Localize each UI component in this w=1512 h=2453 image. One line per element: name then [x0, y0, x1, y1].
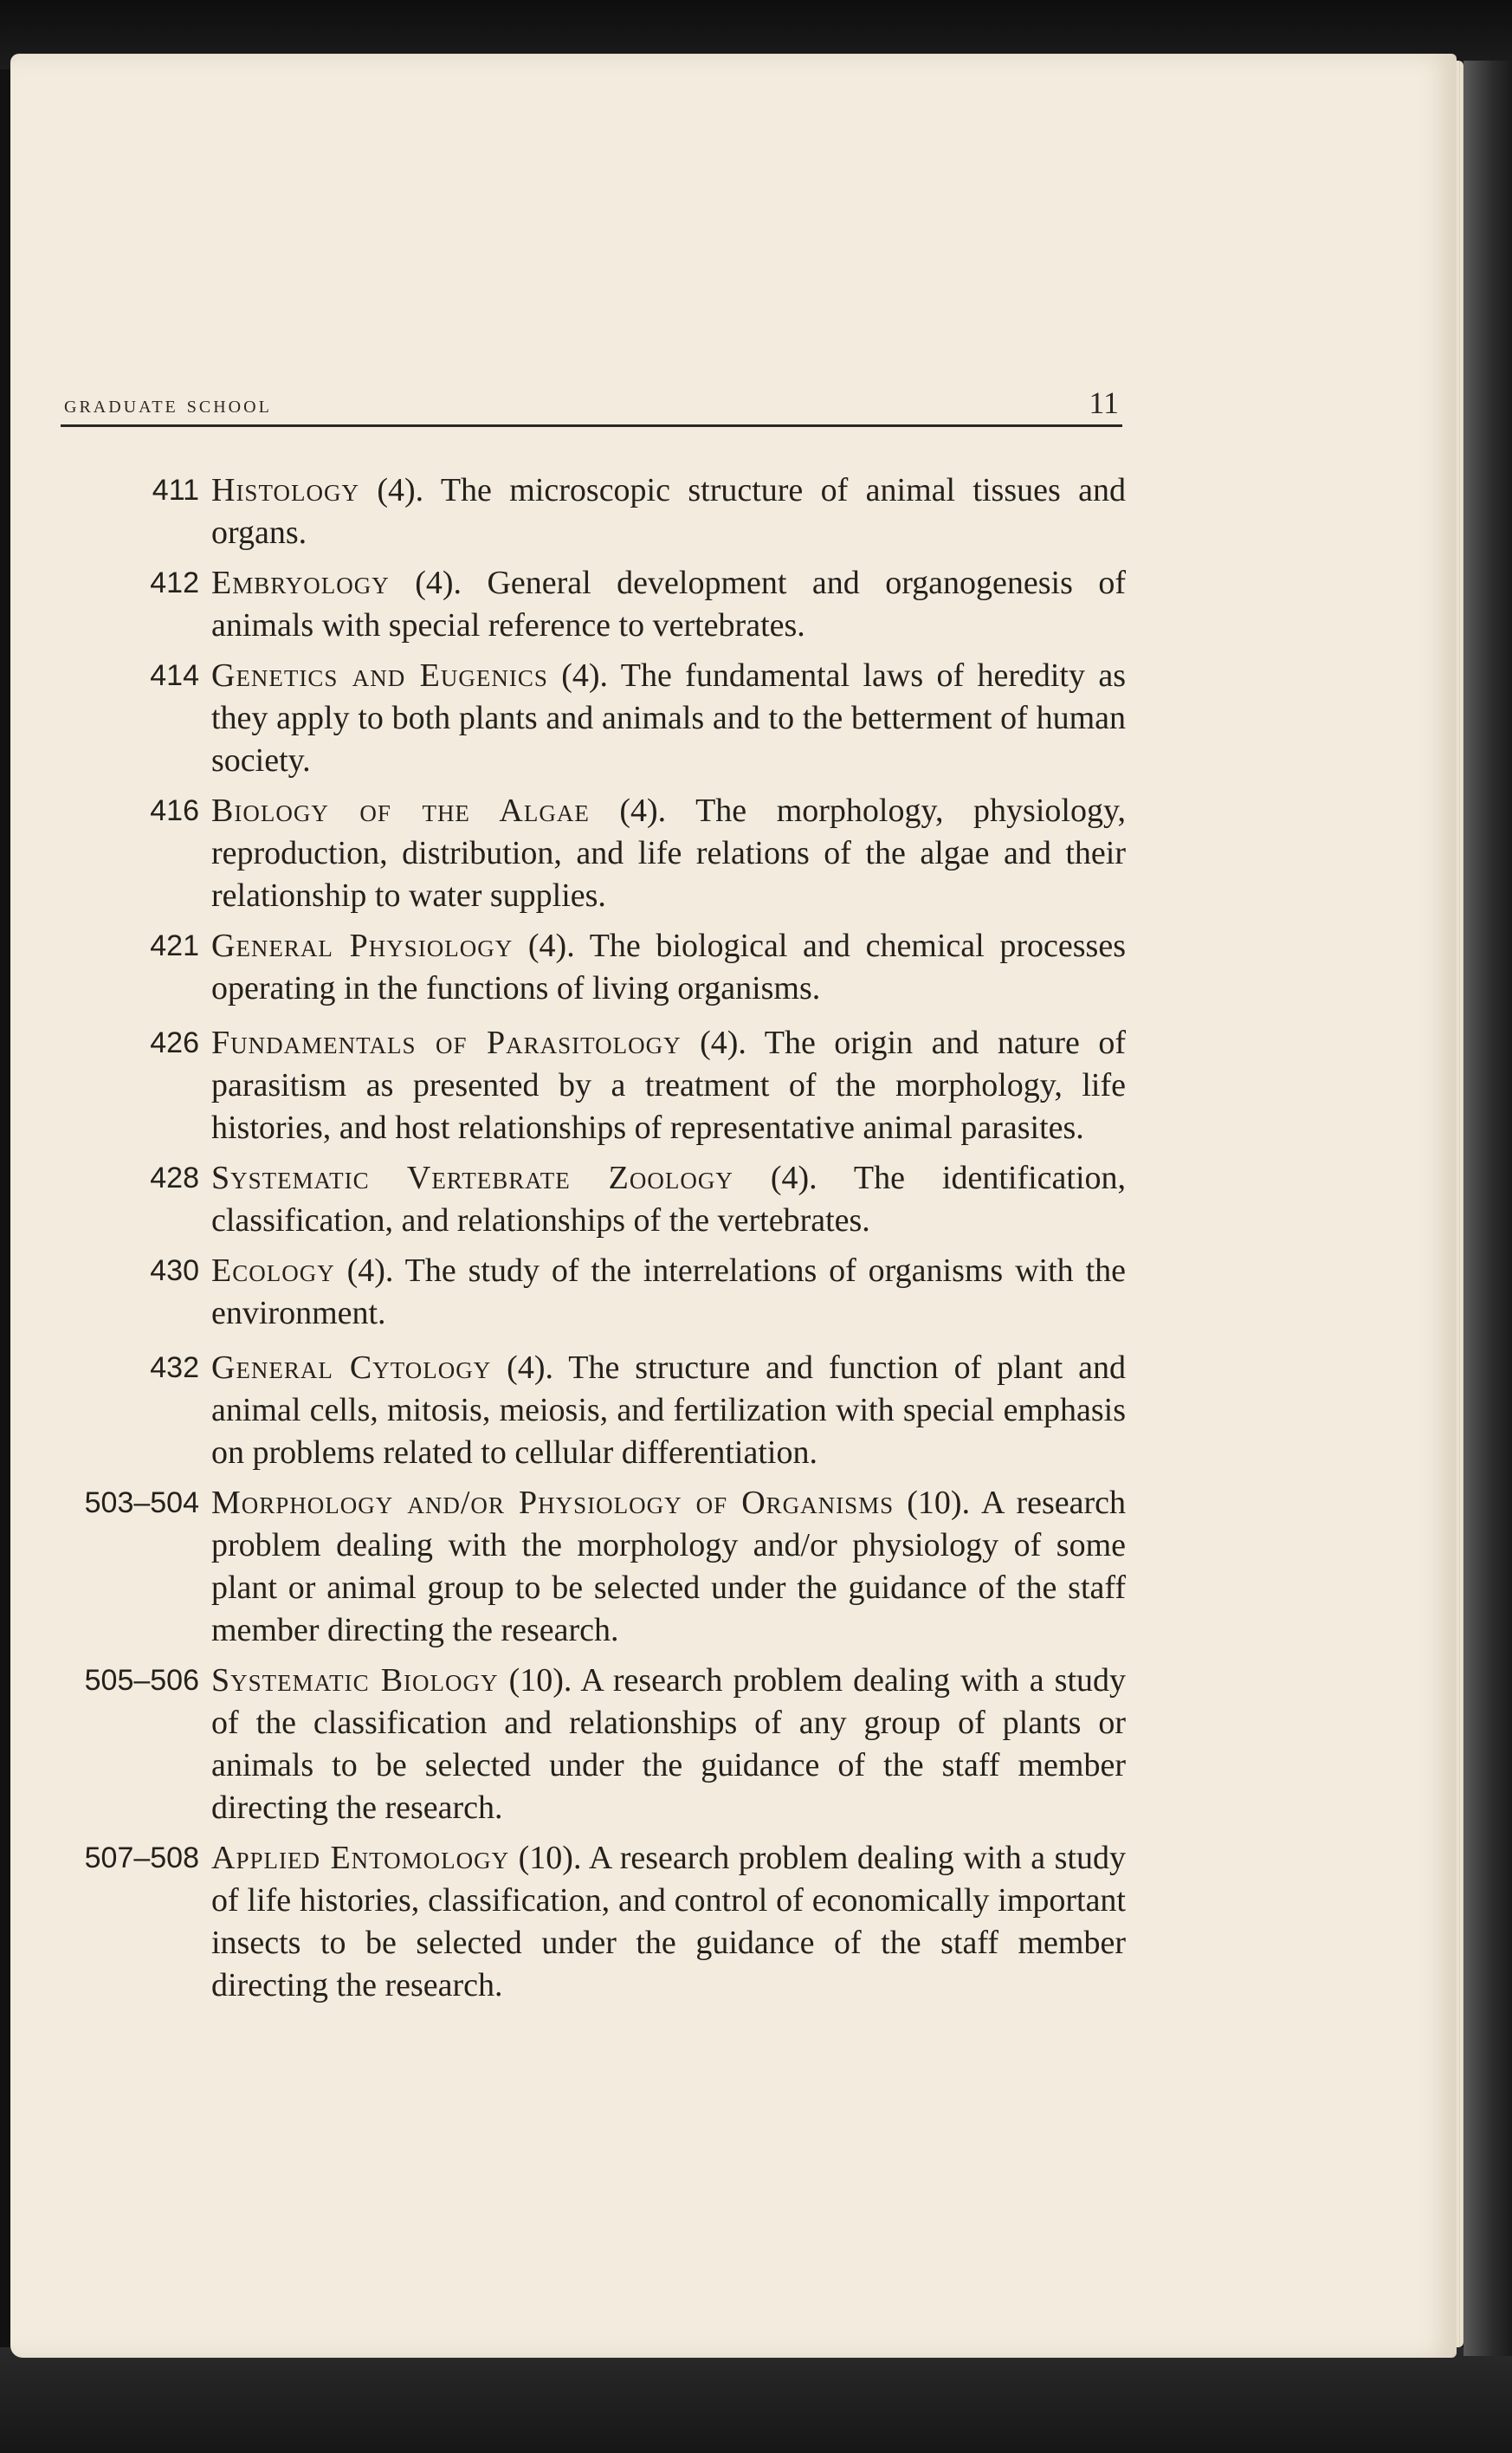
course-title: Ecology: [211, 1252, 335, 1289]
course-number: 414: [150, 659, 199, 692]
course-number: 412: [150, 566, 199, 599]
course-title: Fundamentals of Parasitology: [211, 1025, 682, 1061]
book-page: [10, 54, 1457, 2358]
course-description: A research problem dealing with a study of life histories, classification, and control of economically important insects to be selected under the guidance of the staff member directing the research.: [211, 1840, 1126, 2003]
course-description: The fundamental laws of heredity as they apply to both plants and animals and to the betterment of human society.: [211, 657, 1126, 779]
course-credits: (4).: [415, 565, 462, 601]
course-number: 505–506: [84, 1664, 199, 1697]
course-number: 507–508: [84, 1841, 199, 1874]
course-title: General Physiology: [211, 928, 514, 964]
book-cover-edge: [1464, 61, 1512, 2356]
course-number: 421: [150, 929, 199, 962]
course-credits: (4).: [770, 1160, 817, 1196]
course-entry-507-508: [45, 1837, 1126, 2007]
course-credits: (4).: [377, 472, 424, 508]
course-credits: (10).: [518, 1840, 582, 1876]
course-description: General development and organogenesis of animals with special reference to vertebrates.: [211, 565, 1127, 644]
course-entry-411: [45, 469, 1126, 554]
course-title: Histology: [211, 472, 359, 508]
course-entry-505-506: [45, 1660, 1126, 1829]
course-credits: (4).: [507, 1349, 553, 1386]
course-title: Genetics and Eugenics: [211, 657, 548, 694]
course-entry-412: [45, 562, 1126, 647]
course-title: Systematic Biology: [211, 1662, 499, 1699]
course-description: The microscopic structure of animal tissues and organs.: [211, 472, 1127, 551]
running-head: [61, 381, 1122, 427]
course-number: 428: [150, 1162, 199, 1194]
course-entry-421: [45, 925, 1126, 1010]
course-description: The morphology, physiology, reproduction, distribution, and life relations of the algae and their relationship to water supplies.: [211, 793, 1126, 914]
page-number: 11: [1089, 385, 1119, 420]
course-description: The study of the interrelations of organisms with the environment.: [211, 1252, 1126, 1331]
course-title: Embryology: [211, 565, 390, 601]
course-entry-430: [45, 1250, 1126, 1335]
course-credits: (4).: [700, 1025, 746, 1061]
course-entry-432: [45, 1347, 1126, 1474]
course-description: The identification, classification, and relationships of the vertebrates.: [211, 1160, 1127, 1239]
course-number: 416: [150, 794, 199, 827]
course-title: Applied Entomology: [211, 1840, 510, 1876]
course-number: 430: [150, 1254, 199, 1287]
course-credits: (10).: [907, 1485, 971, 1521]
course-number: 411: [152, 474, 199, 507]
course-entry-428: [45, 1157, 1126, 1242]
course-description: The origin and nature of parasitism as presented by a treatment of the morphology, life histories, and host relationships of representative animal parasites.: [211, 1025, 1127, 1146]
course-credits: (4).: [561, 657, 609, 694]
running-head-title: graduate school: [64, 392, 272, 418]
course-description: A research problem dealing with the morphology and/or physiology of some plant or animal group to be selected under the guidance of the staff member directing the research.: [211, 1485, 1127, 1648]
course-entry-503-504: [45, 1482, 1126, 1652]
course-number: 503–504: [84, 1486, 199, 1519]
course-credits: (4).: [527, 928, 575, 964]
course-number: 426: [150, 1026, 199, 1059]
scan-background-bottom: [0, 2347, 1512, 2453]
course-title: General Cytology: [211, 1349, 492, 1386]
course-entry-426: [45, 1022, 1126, 1149]
course-credits: (4).: [346, 1252, 394, 1289]
course-title: Biology of the Algae: [211, 793, 590, 829]
course-entry-416: [45, 790, 1126, 917]
course-credits: (4).: [619, 793, 667, 829]
course-number: 432: [150, 1351, 199, 1384]
course-description: A research problem dealing with a study of the classification and relationships of any group of plants or animals to be selected under the guidance of the staff member directing the research.: [211, 1662, 1127, 1826]
course-credits: (10).: [508, 1662, 572, 1699]
course-title: Morphology and/or Physiology of Organisms: [211, 1485, 895, 1521]
course-description: The biological and chemical processes operating in the functions of living organisms.: [211, 928, 1126, 1006]
course-entry-414: [45, 655, 1126, 782]
course-title: Systematic Vertebrate Zoology: [211, 1160, 733, 1196]
course-description: The structure and function of plant and animal cells, mitosis, meiosis, and fertilization with special emphasis on problems related to cellular differentiation.: [211, 1349, 1126, 1471]
course-list: [45, 469, 1126, 2015]
